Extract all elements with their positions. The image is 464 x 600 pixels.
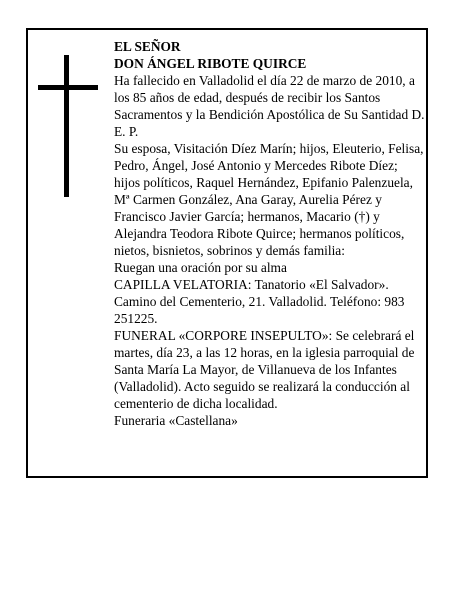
prayer-request: Ruegan una oración por su alma xyxy=(114,260,287,275)
death-announcement: Ha fallecido en Valladolid el día 22 de marzo de 2010, a los 85 años de edad, después de recibir los Santos Sacramentos y la Bendición Apostólica de Su Santidad D. E. P. xyxy=(114,73,425,139)
cross-vertical-bar xyxy=(64,55,69,197)
funeral-info: FUNERAL «CORPORE INSEPULTO»: Se celebrará el martes, día 23, a las 12 horas, en la iglesia parroquial de Santa María La Mayor, de Villanueva de los Infantes (Valladolid). Acto seguido se realizará la conducción al cementerio de dicha localidad. xyxy=(114,328,415,411)
funeral-home: Funeraria «Castellana» xyxy=(114,413,238,428)
cross-horizontal-bar xyxy=(38,85,98,90)
wake-chapel-info: CAPILLA VELATORIA: Tanatorio «El Salvador». Camino del Cementerio, 21. Valladolid. Teléfono: 983 251225. xyxy=(114,277,405,326)
cross-icon xyxy=(38,55,98,197)
family-list: Su esposa, Visitación Díez Marín; hijos, Eleuterio, Felisa, Pedro, Ángel, José Antonio y Mercedes Ribote Díez; hijos políticos, Raquel Hernández, Epifanio Palenzuela, Mª Carmen González, Ana Garay, Aurelia Pérez y Francisco Javier García; hermanos, Macario (†) y Alejandra Teodora Ribote Quirce; hermanos políticos, nietos, bisnietos, sobrinos y demás familia: xyxy=(114,141,424,258)
deceased-name: DON ÁNGEL RIBOTE QUIRCE xyxy=(114,56,307,71)
obituary-text xyxy=(114,38,426,429)
heading-title: EL SEÑOR xyxy=(114,39,181,54)
